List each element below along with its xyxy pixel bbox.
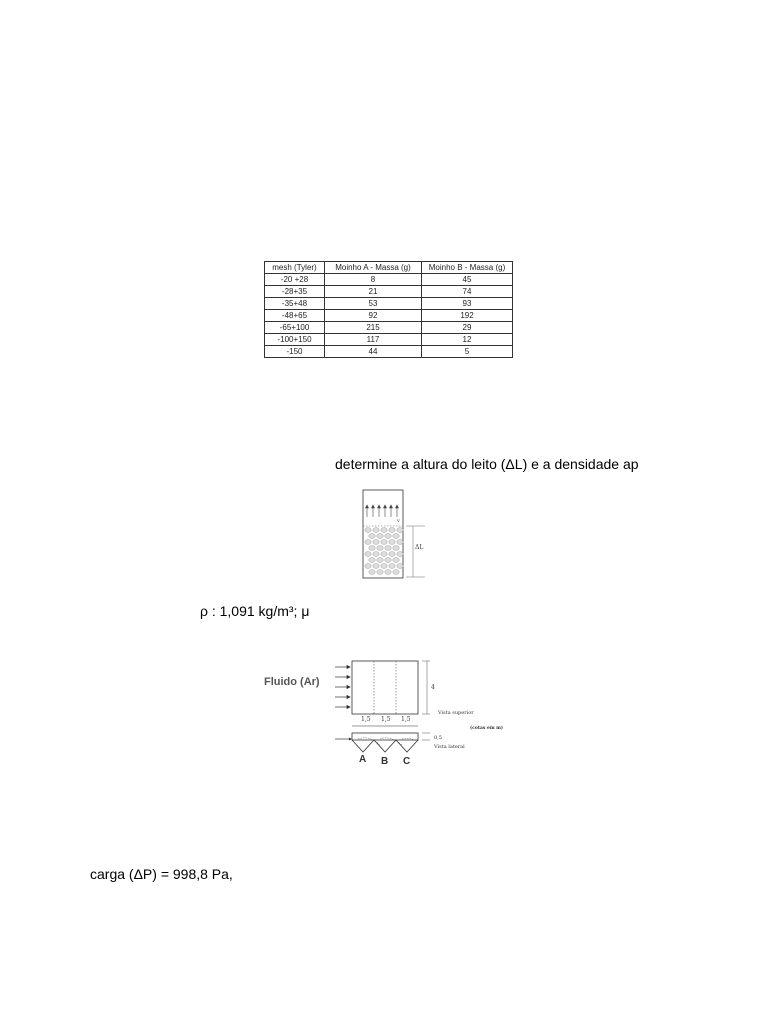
pressure-drop-text: carga (ΔP) = 998,8 Pa, [90, 866, 233, 882]
bed-particle [385, 570, 391, 575]
side-view-outline [352, 733, 418, 740]
bed-particles [365, 528, 403, 575]
packed-bed-diagram [355, 489, 430, 581]
bed-particle [365, 528, 371, 533]
table-cell: 215 [325, 322, 422, 334]
bed-particle [369, 570, 375, 575]
section-label-a: A [359, 754, 367, 765]
height-dimension: 4 [431, 684, 435, 691]
bed-particle [393, 570, 399, 575]
hopper-outline [352, 740, 418, 752]
mesh-mass-table [264, 261, 513, 358]
bed-particle [377, 546, 383, 551]
table-row [265, 310, 513, 322]
bed-particle [389, 540, 395, 545]
fluid-label: Fluido (Ar) [264, 676, 320, 688]
bed-particle [385, 546, 391, 551]
bed-height-label: ΔL [415, 544, 424, 551]
bed-particle [397, 528, 403, 533]
bed-particle [393, 558, 399, 563]
flow-arrows [366, 505, 399, 517]
bed-particle [373, 528, 379, 533]
width-dimension: 1,5 [401, 716, 411, 723]
table-cell: 93 [422, 298, 513, 310]
section-label-c: C [403, 756, 411, 767]
bed-particle [385, 558, 391, 563]
table-cell: 5 [422, 346, 513, 358]
side-view-label: Vista lateral [434, 744, 465, 750]
properties-text: ρ : 1,091 kg/m³; μ [200, 603, 310, 619]
table-cell: 53 [325, 298, 422, 310]
bed-particle [373, 540, 379, 545]
bed-particle [377, 534, 383, 539]
bed-particle [393, 546, 399, 551]
table-cell: 29 [422, 322, 513, 334]
table-row [265, 298, 513, 310]
table-cell: 21 [325, 286, 422, 298]
table-cell: 92 [325, 310, 422, 322]
bed-particle [381, 540, 387, 545]
table-cell: -20 +28 [265, 274, 325, 286]
bed-particle [369, 558, 375, 563]
bed-particle [369, 546, 375, 551]
table-cell: 45 [422, 274, 513, 286]
bed-particle [389, 528, 395, 533]
top-view-label: Vista superior [438, 710, 474, 716]
table-cell: 12 [422, 334, 513, 346]
bed-particle [397, 552, 403, 557]
table-cell: -48+65 [265, 310, 325, 322]
table-row [265, 346, 513, 358]
bed-particle [381, 564, 387, 569]
column-header: Moinho B - Massa (g) [422, 262, 513, 274]
bed-particle [385, 534, 391, 539]
table-cell: 192 [422, 310, 513, 322]
depth-dimension: 0,5 [434, 735, 442, 741]
width-dimension: 1,5 [381, 716, 391, 723]
units-note: (cotas em m) [470, 726, 504, 731]
table-row [265, 274, 513, 286]
table-cell: 117 [325, 334, 422, 346]
bed-particle [393, 534, 399, 539]
bed-particle [397, 564, 403, 569]
table-cell: -65+100 [265, 322, 325, 334]
table-row [265, 286, 513, 298]
bed-particle [365, 540, 371, 545]
table-cell: -35+48 [265, 298, 325, 310]
bed-particle [365, 564, 371, 569]
top-view-outline [352, 661, 418, 714]
bed-particle [397, 540, 403, 545]
column-header: mesh (Tyler) [265, 262, 325, 274]
bed-particle [369, 534, 375, 539]
bed-particle [365, 552, 371, 557]
bed-particle [381, 528, 387, 533]
question-text: determine a altura do leito (ΔL) e a densidade ap [335, 456, 639, 472]
table-cell: -100+150 [265, 334, 325, 346]
table-cell: -28+35 [265, 286, 325, 298]
section-label-b: B [381, 756, 389, 767]
table-cell: -150 [265, 346, 325, 358]
duct-diagram [330, 655, 510, 770]
bed-particle [389, 552, 395, 557]
velocity-label: v [397, 518, 400, 524]
bed-particle [389, 564, 395, 569]
table-cell: 74 [422, 286, 513, 298]
inlet-arrows [335, 666, 350, 709]
bed-particle [373, 552, 379, 557]
table-header-row [265, 262, 513, 274]
table-cell: 44 [325, 346, 422, 358]
width-dimension: 1,5 [361, 716, 371, 723]
table-cell: 8 [325, 274, 422, 286]
bed-particle [381, 552, 387, 557]
bed-particle [377, 570, 383, 575]
table-row [265, 334, 513, 346]
table-row [265, 322, 513, 334]
bed-particle [373, 564, 379, 569]
column-header: Moinho A - Massa (g) [325, 262, 422, 274]
bed-particle [377, 558, 383, 563]
